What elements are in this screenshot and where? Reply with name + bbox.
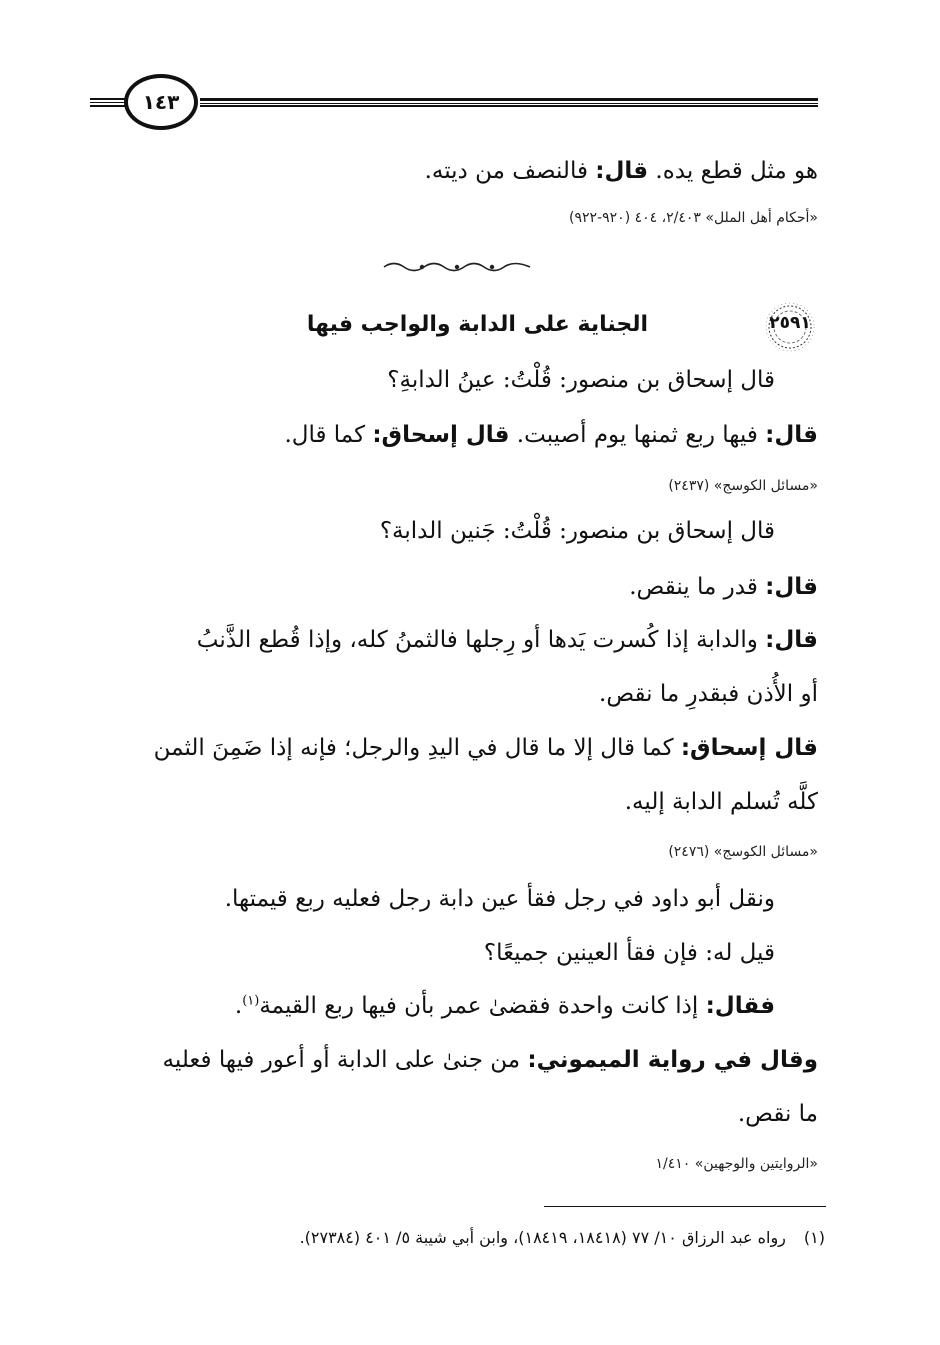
s1-answer-label-2: قال إسحاق: (372, 422, 510, 448)
citation-2: «مسائل الكوسج» (٢٤٣٧) (668, 478, 818, 494)
page-number: ١٤٣ (142, 90, 180, 114)
s2-answer-1-text: قدر ما ينقص. (629, 574, 766, 600)
s1-answer-text-2: كما قال. (284, 422, 373, 448)
s2-answer-2-label: قال: (765, 627, 818, 653)
header-rule-right (200, 98, 818, 107)
s3-line-3-label: فقال: (705, 993, 775, 1019)
s2-answer-3-line-1 (154, 735, 818, 761)
s2-answer-1 (629, 574, 818, 600)
s2-answer-1-label: قال: (765, 574, 818, 600)
s2-answer-3-line-2: كلَّه تُسلم الدابة إليه. (624, 789, 818, 815)
s2-answer-2-line-1 (197, 627, 818, 653)
footnote-marker: (١) (803, 1228, 825, 1247)
ornament-divider (382, 258, 532, 276)
entry-title: الجناية على الدابة والواجب فيها (306, 312, 648, 337)
entry-number: ٢٥٩١ (769, 313, 811, 333)
s1-answer (284, 422, 818, 448)
s3-line-2: قيل له: فإن فقأ العينين جميعًا؟ (483, 940, 775, 966)
s3-line-5: ما نقص. (737, 1101, 818, 1127)
footnote-ref[interactable]: (١) (242, 993, 260, 1009)
s2-answer-3-label: قال إسحاق: (680, 735, 818, 761)
s2-answer-2-line-2: أو الأُذن فبقدرِ ما نقص. (599, 681, 818, 707)
s2-answer-3-text: كما قال إلا ما قال في اليدِ والرجل؛ فإنه إذا ضَمِنَ الثمن (153, 735, 681, 761)
s3-line-3 (235, 993, 775, 1019)
header-rule-left (90, 98, 126, 107)
s3-line-4 (163, 1047, 818, 1073)
citation-1: «أحكام أهل الملل» ٢/٤٠٣، ٤٠٤ (٩٢٠-٩٢٢) (569, 210, 818, 226)
citation-3: «مسائل الكوسج» (٢٤٧٦) (668, 844, 818, 860)
footnote (300, 1228, 825, 1247)
top-line (425, 158, 818, 184)
top-line-post: فالنصف من ديته. (424, 158, 596, 184)
footnote-text: رواه عبد الرزاق ١٠/ ٧٧ (١٨٤١٨، ١٨٤١٩)، وابن أبي شيبة ٥/ ٤٠١ (٢٧٣٨٤). (299, 1228, 786, 1247)
s2-question: قال إسحاق بن منصور: قُلْتُ: جَنين الدابة؟ (379, 518, 775, 544)
page-number-badge (124, 74, 198, 130)
s3-line-4-text: من جنىٰ على الدابة أو أعور فيها فعليه (162, 1047, 528, 1073)
s1-answer-text: فيها ربع ثمنها يوم أصيبت. (509, 422, 766, 448)
s2-answer-2-text: والدابة إذا كُسرت يَدها أو رِجلها فالثمنُ كله، وإذا قُطع الذَّنبُ (196, 627, 766, 653)
citation-4: «الروايتين والوجهين» ١/٤١٠ (655, 1156, 818, 1172)
s3-line-1: ونقل أبو داود في رجل فقأ عين دابة رجل فعليه ربع قيمتها. (224, 886, 775, 912)
top-line-pre: هو مثل قطع يده. (648, 158, 818, 184)
footnote-rule (544, 1206, 826, 1207)
s1-answer-label: قال: (765, 422, 818, 448)
s3-line-3-end: . (234, 993, 243, 1019)
s3-line-4-label: وقال في رواية الميموني: (527, 1047, 818, 1073)
s3-line-3-text: إذا كانت واحدة فقضىٰ عمر بأن فيها ربع القيمة (259, 993, 706, 1019)
s1-question: قال إسحاق بن منصور: قُلْتُ: عينُ الدابةِ؟ (387, 367, 775, 393)
ornament-icon (382, 260, 532, 274)
top-line-label: قال: (595, 158, 649, 184)
